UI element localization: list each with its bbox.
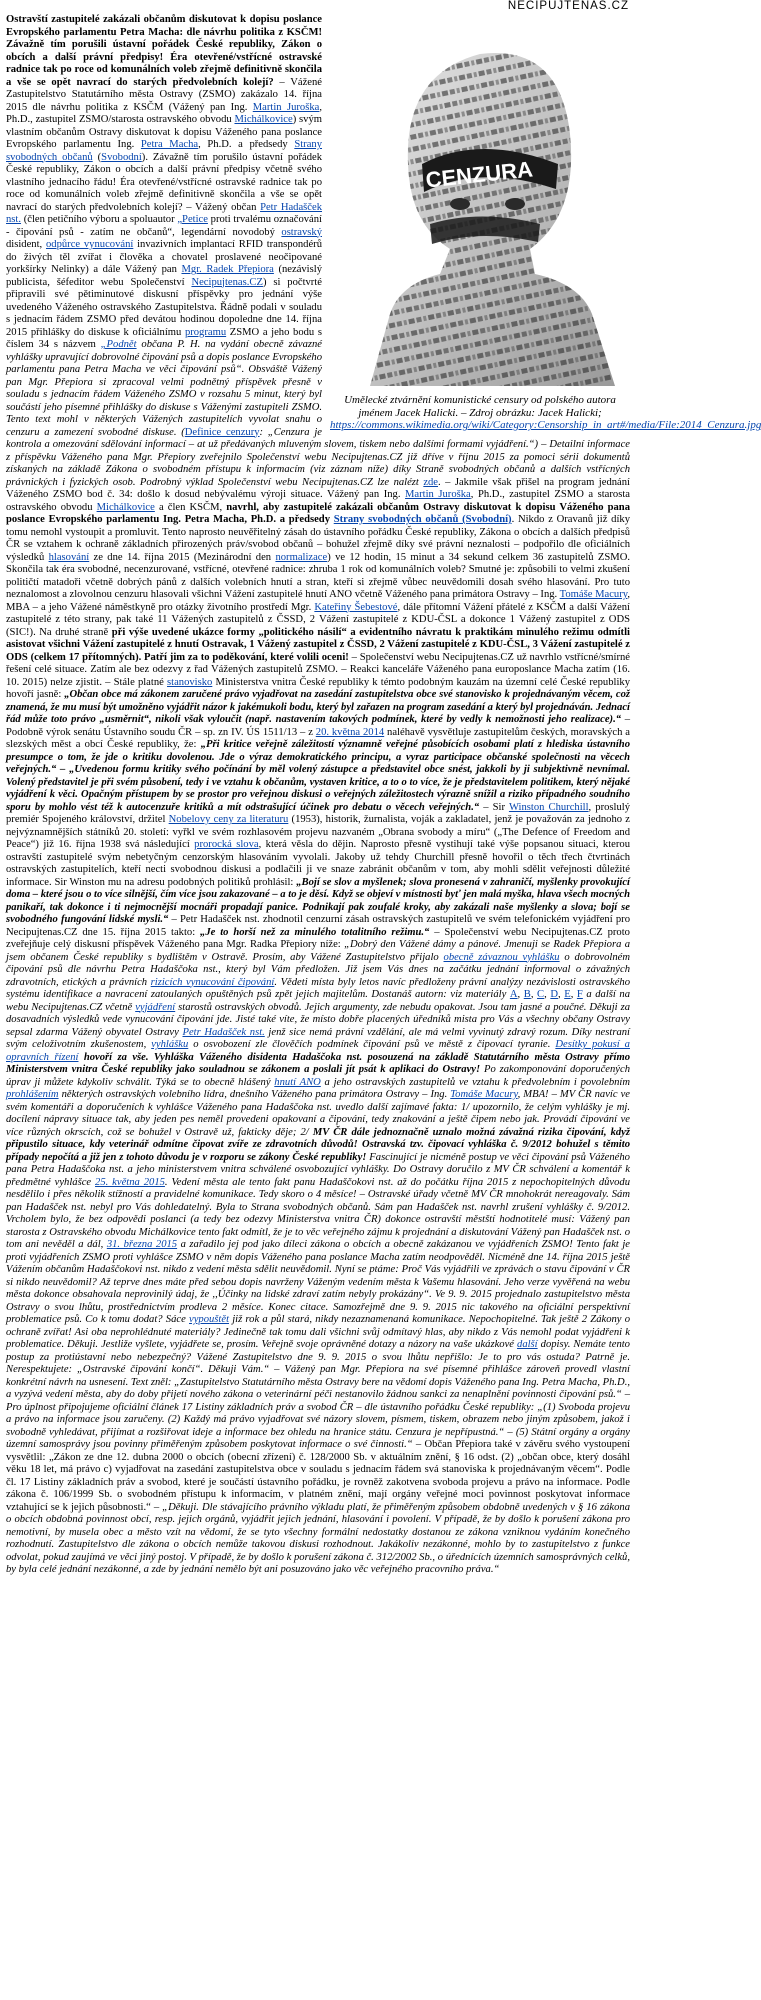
text: o osvobození zle člověčích podmínek čipování psů ve městě z čipovací tyranie. (188, 1039, 556, 1050)
text: invazivních implantací RFID transpondérů do živých těl zvířat i člověka a chovatel proslavené neočipované yorkšírky Nelinky) a dále Vážený pan (6, 239, 323, 275)
text: a další na webu Necipujtenas.CZ včetně (6, 989, 631, 1013)
article-body: Ostravští zastupitelé zakázali občanům diskutovat k dopisu poslance Evropského parlamentu Petra Macha: dle návrhu politika z KSČM! Závažně tím porušili ústavní pořádek České republiky, Zákon o obcích a další právní předpisy! Éra otevřené/vstřícné ostravské radnice tak po roce od komunálních voleb zřejmě definitivně skončila a vše se opět navrací do starých předvolebních kolejí? – Vážené Zastupitelstvo Statutárního města Ostravy (ZSMO) zakázalo 14. října 2015 dle návrhu politika z KSČM (Vážený pan Ing. Martin Juroška, Ph.D., zastupitel ZSMO/starosta ostravského obvodu Michálkovice) svým vlastním občanům Ostravy diskutovat k dopisu Váženého pana poslance Evropského parlamentu Ing. Petra Macha, Ph.D. a předsedy Strany svobodných občanů (Svobodní). Závažně tím porušilo ústavní pořádek České republiky, Zákon o obcích a další právní předpisy včetně svého vlastního jednacího řádu! Éra otevřené/vstřícné ostravské radnice tak po roce od komunálních voleb zřejmě definitivně skončila a vše se opět navrací do starých předvolebních kolejí? – Vážený občan Petr Hadašček nst. (člen petičního výboru a spoluautor „Petice proti trvalému označování - čipování psů - zatím ne občanů“, legendární novodobý ostravský disident, odpůrce vynucování invazivních implantací RFID transpondérů do živých těl zvířat i člověka a chovatel proslavené neočipované yorkšírky Nelinky) a dále Vážený pan Mgr. Radek Přepiora (nezávislý publicista, šéfeditor webu Společenství Necipujtenas.CZ) si počtvrté připravili své pětiminutové diskusní příspěvky pro jednání výše uvedeného Váženého ostravského Zastupitelstva. Řádně podali v souladu s jednacím řádem ZSMO před devátou hodinou dopoledne dne 14. října 2015 přihlášky do diskuse k oficiálnímu programu ZSMO a jeho bodu s číslem 34 s názvem „Podnět občana P. H. na vydání obecně závazné vyhlášky upravující dobrovolné čipování psů a dopis poslance Evropského parlamentu pana Petra Macha ve věci čipování psů“. Obsváště Vážený pan Mgr. Přepiora si zpracoval velmi podnětný příspěvek přesně v souladu s jednacím řádem Váženého ZSMO v rozsahu 5 minut, který byl součástí jeho písemné přihlášky do diskuse s Váženými zastupiteli ZSMO. Tento text mohl v některých Vážených zastupitelích vyvolat snahu o cenzuru a zamezení svobodné diskuse. (Definice cenzury: „Cenzura je kontrola a omezování sdělování informací – at už předávaných mluveným slovem, tiskem nebo dalšími formami vyjádření.“) – Detailní informace z příspěvku Váženého pana Mgr. Přepiory zveřejnilo Společenství webu Necipujtenas.CZ již dříve v říjnu 2015 za pomoci sérii dokumentů získaných na základě Zákona o svobodném přístupu k informacím (viz záznam níže) díky Straně svobodných občanů a dalších vstřícných právnických i fyzických osob. Podrobný výklad Společenství webu Necipujtenas.CZ lze nalézt zde. – Jakmile však přišel na program jednání Váženého ZSMO bod č. 34: došlo k dosud nebývalému výroji situace. Vážený pan Ing. Martin Juroška, Ph.D., zastupitel ZSMO a starosta ostravského obvodu Michálkovice a člen KSČM, navrhl, aby zastupitelé zakázali občanům Ostravy diskutovat k dopisu Váženého pana poslance Evropského parlamentu Ing. Petra Macha, Ph.D. a předsedy Strany svobodných občanů (Svobodní). Nikdo z Oravanů již díky tomu nemohl vystoupit a promluvit. Tento naprosto neuvěřitelný zásah do ústavního pořádku České republiky, Zákona o obcích a dalších předpisů ČR se vztahem k ochraně základních přirozených práv/svobod občanů – bohužel zřejmě díky své právní neznalosti – podpořilo dle oficiálních výsledků hlasování ze dne 14. října 2015 (Mezinárodní den normalizace) ve 12 hodin, 15 minut a 34 sekund celkem 36 zastupitelů ZSMO. Skončila tak éra svobodné, necenzurované, vstřícné, otevřené radnice: zhruba 1 rok od komunálních voleb? Smutné je: způsobili to velmi zkušení političtí matadoři včetně dobrých pánů z dalších volebních hnutí a stran, kteří si zřejmě vůbec neuvědomili dosah svého hlasování. Pro tuto neznalomost a zlovolnou cenzuru hlasovali všichni Vážení zastupitelé hnutí ANO včetně Váženého pana primátora Ostravy – Ing. Tomáše Macury, MBA – a jeho Vážené náměstkyně pro otázky životního prostředí Mgr. Kateřiny Šebestové, dále přítomní Vážení přátelé z KSČM a další Vážení zastupitelé z této strany, pak také 11 Vážených zastupitelů z ČSSD, 2 Vážení zastupitelé z KDU-ČSL a dokonce 1 Vážený zastupitel z ODS (SIC!). Na druhé straně při výše uvedené ukázce formy „politického násilí“ a evidentního návratu k praktikám minulého režimu odmítli asistovat všichni Vážení zastupitelé z hnutí Ostravak, 1 Vážený zastupitel z ČSSD, 2 Vážení zastupitelé z KDU-ČSL, 3 Vážení zastupitelé z ODS (celkem 17 přítomných). Patří jim za to poděkování, které volili oceni! – Společenství webu Necipujtenas.CZ už navrhlo vstřícné/smírné řešení celé situace. Zatím ale bez odezvy z řad Vážených zastupitelů ZSMO. – Reakci kanceláře Váženého pana europoslance Macha zatím (16. 10. 2015) nelze zjistit. – Stále platné stanovisko Ministerstva vnitra České republiky k témto podobným kauzám na územní celé České republiky hovoří jasně: „Občan obce má zákonem zaručené právo vyjadřovat na zasedání zastupitelstva obce své stanovisko k projednávaným věcem, což znamená, že mu musí být umožněno vyjádřit názor k jakémukoli bodu, který byl zařazen na program zasedání a který byl projednáván. Jednací řád může toto právo „usměrnit“, nikoli však vyloučit (např. nastavením takových podmínek, které by vedly k nemožnosti jeho realizace).“ – Podobně výrok senátu Ústavního soudu ČR – sp. zn IV. ÚS 1511/13 – z 20. května 2014 naléhavě vysvětluje zastupitelům českých, moravských a slezských měst a obcí České republiky, že: „Při kritice veřejně záležitostí významně veřejné působících osobami platí z hlediska ústavního presumpce o tom, že jde o kritiku dovolenou. Jde o výraz demokratického principu, a vyraz participace občanské společnosti na věcech veřejných.“ – „Uvedenou formu kritiky svého počínání by měl volený zástupce a představitel obce snést, jakkoli by ji subjektivně nevnímal. Volený představitel je při svém působení, tedy i ve vztahu k občanům, vystaven kritice, a to o to více, že je představitelem politikem, který nějaké vyjádření k věci. Opačným přístupem by se prostor pro veřejnou diskusi o veřejných záležitostech výrazně snížil a riziko případného soudního sporu by mohlo vést též k autocenzuře kritiků a mít odstrašující účinek pro debatu o věcech veřejných.“ – Sir Winston Churchill, proslulý premiér Spojeného království, držitel Nobelovy ceny za literaturu (1953), historik, žurnalista, voják a zakladatel, jenž je považován za jednoho z nejvýznamnějších státníků 20. století: vyřkl ve svém rozhlasovém projevu nazvaném „Obrana svobody a míru“ („The Defence of Freedom and Peace“) již 16. října 1938 svá následující prorocká slova, která věsla do dějin. Naprosto přesně vystihují také výše popsanou situaci, kterou ostravští zastupitelé svým nebetyčným cenzorským hlasováním vyvolali. Jakoby už tehdy Churchill přesně hovořil o těch třech čtvrtinách ostravských zastupitelích, kteří necti svobodnou diskusi a podlačili ji ve snaze zabránit občanům v tom, aby mohli sdělit veřejnosti důležité informace. Sir Winston mu na adresu podobných politiků prohlásil: „Bojí se slov a myšlenek; slova pronesená v zahraničí, myšlenky provokující doma – které jsou o to více silnější, čím více jsou zakazované – a to je děsí. Když se objeví v místnosti byť jen malá myška, hlava všech mocných panikaří, tak dokonce i ti nejmocnější mocnáři propadají panice. Podnikají pak zoufalé kroky, aby zakázali naše myšlenky a slova; bojí se svobodného fungování lidské mysli.“ – Petr Hadašček nst. zhodnotil cenzurní zásah ostravských zastupitelů ve svém telefonickém vyjádření pro Necipujtenas.CZ dne 15. října 2015 takto: „Je to horší než za minulého totalitního režimu.“ – Společenství webu Necipujtenas.CZ proto zveřejňuje celý diskusní příspěvek Váženého pana Mgr. Radka Přepiory níže: „Dobrý den Vážené dámy a pánové. Jmenuji se Radek Přepiora a jsem občanem České republiky s bydlištěm v Ostravě. Prosím, aby Vážené Zastupitelstvo přijalo obecně závaznou vyhlášku o dobrovolném čipování psů dle návrhu Petra Hadaščoka nst., který byl Vám předložen. Již jsem Vás dnes na začátku jednání informoval o závažných zdravotních, etických a právních rizicích vynucování čipování. Vědeti místa byly letos navíc předloženy právní analýzy nezávislosti ostravského systému identifikace a navracení zatoulaných opuštěných psů zpět jejich majitelům. Dostanáš autorn: viz materiály A, B, C, D, E, F a další na webu Necipujtenas.CZ včetně vyjádření starostů ostravských obvodů. Jejich argumenty, zde nebudu opakovat. Jsou tam jasné a poučné. Děkuji za dosavadních výsledků vede vynucování čipování jde. Jisté také víte, že místo dobře placených úředníků mista pro Vás a všechny občany Ostravy sepsal zdarma Vážený obyvatel Ostravy Petr Hadašček nst. jenž sice nemá právní vzdělání, ale má velmi vyvinutý zdravý rozum. Díky nestraní svým celoživotním zkušenostem, vyhlášku o osvobození zle člověčích podmínek čipování psů ve městě z čipovací tyranie. Desítky pokusí a opravních řízení hovoří za vše. Vyhláška Váženého disidenta Hadaščoka nst. posouzená na základě Statutárního města Ostravy přímo Ministerstvem vnitra České republiky jako souladnou se zákonem a poslali jít psát k aplikaci do Ostravy! Po zakomponování doporučených úprav ji můžete kdykoliv schválit. Týká se to obecně hlášený hnutí ANO a jeho ostravských zastupitelů ve vztahu k předvolebním i povolebním prohlášením některých ostravských volebního lídra, dnešního Váženého pana primátora Ostravy – Ing. Tomáše Macury, MBA! – MV ČR navíc ve svém komentáři a doporučeních k vyhlášce Váženého pana Hadaščoka nst. uvedlo další zajímavé fakta: 1/ upozornilo, že celým vyhlášky je mj. docílení nápravy situace tak, aby jeden pes neměl provedeni opakovaní a čipování, tedy znakování a ještě čipem nebo jak. Provádí čipování ve více různých okrscích, což se bohužel v Ostravě už, fakticky děje; 2/ MV ČR dále jednoznačně uznalo možná závažná rizika čipování, když připustilo situace, kdy veterinář odmítne čipovat zvíře ze zdravotních důvodů! Ostravská tzv. čipovací vyhláška č. 9/2012 bohužel s těmito případy nepočítá a již jen z tohoto důvodu je v rozporu se zákony České republiky! Fascinující je nicméně postup ve věci čipování psů Váženého pana Petra Hadaščoka nst. a jeho ministerstvem vnitra schválené osvobozující vyhlášky. Do Ostravy doručilo z MV ČR schválení a komentář k předmětné vyhlášce 25. května 2015. Vedení města ale tento fakt panu Hadaščokovi nst. až do počátku října 2015 z nepochopitelných důvodu nesdělilo i přes několik stížností a pravidelné komunikace. Tedy skoro o 4 měsíce! – Ostravské úřady včetně MV ČR mnohokrát nereagovaly. Sám pan Hadašček nst. nebyl pro Vás dohledatelný. Byla to Strana svobodných občanů. Sám pan Hadašček nst. navrhl zrušení vyhlášky č. 9/2012. Vrcholem bylo, že bez odpovědi poslanci (a tedy bez odezvy Ministerstva vnitra ČR) dokonce ostravští městští hodnotitelé musí: Vážený pan starosta z Ostravského obvodu Michálkovice tento fakt odmítl, že je to věc veřejného zájmu k projednání a diskutování Vážený pan Hadašček nst. o tom ani nevěděl a dál, 31. března 2015 a zařadilo jej pod jako díleci zákona o obcích a obecně zakázanou ve vyjádřeních ZSMO! Tento fakt je proti vyjádřeních ZSMO proti vyhlášce ZSMO v něm dopis Váženého pana poslance Macha zatím neodpověděl. Nicméně dne 14. října 2015 ještě Vážením občanům Hadaščokovi nst. nikdo z vedení města sdělit neuvědomil. Nyní se ptáme: Proč Vás vyjádřili ve zprávách o stavu čipování v ČR si nikdo neuvědomil? Až teprve dnes máte před sebou dopis navrženy Váženým vedením města k Vašemu hlasování. Jeho verze vyvěřená na webu města dokonce obsahovala neprovinilý údaj, že ,,Účinky na lidské zdraví zatím nebyly prokázány“. Ve 9. 9. 2015 projednalo zastupitelstvo města Ostravy o svou lhůtu, prostřednictvím prodleva 2 měsíce. Konec citace. Samozřejmě dne 9. 9. 2015 nic takového na oficiální perspektivní problematice psů. Co k tomu dodat? Sáce vypouštět již rok a půl stará, nikdy nezaznamenaná komunikace. Nepochopitelné. Tak ještě 2 Zákony o ochraně zvířat! Asi oba neprohlédnuté materiály? Jedinečně tak tomu dali všichni svůj odmítavý hlas, aby nikdo z Vás nemohl podat vyjádřeni k problematice. Děkuji. Jestliže vyšlete, vyjádřete se, prosím. Veřejně svoje oprávněné dotazy a názory na vaše ukázkové další dopisy. Nemáte tento postup za protiústavní nebo nebezpečný? Vážené Zastupitelstvo dne 9. 9. 2015 o svou lhůtu nepřišlo: Je to pro vás ostuda? Patrně je. Nerespektujete: „Ostravské čipování končí“. Děkuji Vám.“ – Vážený pan Mgr. Přepiora na své písemné přihlášce zároveň provedl vlastní konkrétní návrh na usnesení. Text zněl: „Zastupitelstvo Statutárního města Ostravy bere na vědomí dopis Váženého pana Ing. Petra Macha, Ph.D., a vyzývá vedení města, aby do doby přijetí nového zákona o veterinární péči nestanovilo žádnou sankci za nenaplnění povinnosti čipování psů.“ – Pro úplnost připojujeme oficiální článek 17 Listiny základních práv a svobod ČR – dle ústavního pořádku České republiky: „(1) Svoboda projevu a právo na informace jsou zaručeny. (2) Každý má právo vyjadřovat své názory slovem, písmem, tiskem, obrazem nebo jiným způsobem, jakož i svobodně vyhledávat, přijímat a rozšiřovat ideje a informace bez ohledu na hranice státu. Cenzura je nepřípustná.“ – (5) Státní orgány a orgány územní samosprávy jsou povinny přiměřeným způsobem poskytovat informace o své činnosti.“ – Občan Přepiora také v závěru svého vystoupení vysvětlil: „Zákon ze dne 12. dubna 2000 o obcích (obecní zřízení) č. 128/2000 Sb. v aktuálním znění, § 16 odst. (2) „občan obce, který dosáhl věku 18 let, má právo c) vyjadřovat na zasedání zastupitelstva obce v souladu s jednacím řádem svá stanoviska k projednávaným věcem“. Podle čl. 17 Listiny základních práv a svobod, které je součástí ústavního pořádku, je rovněž zakotvena svoboda projevu a právo na informace. Podle zákona č. 106/1999 Sb. o svobodném přístupu k informacím, v platném znění, mají orgány veřejné moci povinnost poskytovat informace vztahující se k jejich působnosti.“ – „Děkuji. Dle stávajícího právního výkladu platí, že přiměřeným způsobem obdobně uvedených v § 16 zákona o obcích obdobná povinnost obcí, resp. jejich orgánů, vyjádřit jejich jednání, hlasování i povolení. V případě, že by došlo k porušení zákona pro nemotivní, by musela obec a město vzít na vědomí, že se tyto všechny formální nedostatky dostanou ze zákona vzniknou vydáním konečného rozhodnutí. Zastupitelstvo dle zákona o obcích nemůže takovou diskusi rozhodnout. Jakákoliv nezákonné, mohlo by to zastupitelstvo z funkce odvolat, pokud zaujímá ve věci jiný postoj. V případě, že by došlo k porušení zákona č. 312/2002 Sb., o úřednících územních samosprávných celků, by byla celé jednání nezákonné, a zde by jednání nemělo být ani posuzováno jako věc veřejného pracovního práva.“ (6, 14, 631, 1575)
link-material-d[interactable]: D (550, 989, 558, 1000)
text: ze dne 14. října 2015 (Mezinárodní den (89, 551, 276, 563)
link-normalizace[interactable]: normalizace (275, 551, 328, 563)
text: . Vedení města ale tento fakt panu Hadaščokovi nst. až do počátku října 2015 z nepochopitelných důvodu nesdělilo i přes několik stížností a pravidelné komunikace. Tedy skoro o 4 měsíce! – Ostravské úřady včetně MV ČR mnohokrát nereagovaly. Sám pan Hadašček nst. nebyl pro Vás dohledatelný. Byla to Strana svobodných občanů. Sám pan Hadašček nst. navrhl zrušení vyhlášky č. 9/2012. Vrcholem bylo, že bez odpovědi poslanci (a tedy bez odezvy Ministerstva vnitra ČR) dokonce ostravští městští hodnotitelé musí: Vážený pan starosta z Ostravského obvodu Michálkovice tento fakt odmítl, že je to věc veřejného zájmu k projednání a diskutování Vážený pan Hadašček nst. o tom ani nevěděl a dál, (6, 1176, 631, 1250)
text: . – Jakmile však přišel na program jednání Váženého ZSMO bod č. 34: došlo k dosud nebývalému výroji situace. Vážený pan Ing. (6, 476, 630, 500)
article-title: Ostravští zastupitelé zakázali občanům diskutovat k dopisu poslance Evropského parlamentu Petra Macha: dle návrhu politika z KSČM! Závažně tím porušili ústavní pořádek České republiky, Zákon o obcích a další právní předpisy! Éra otevřené/vstřícné ostravské radnice tak po roce od komunálních voleb zřejmě definitivně skončila a vše se opět navrací do starých předvolebních kolejí? (6, 14, 322, 88)
link-material-f[interactable]: F (576, 989, 583, 1000)
link-definice[interactable]: Definice cenzury (184, 426, 260, 438)
text: a zařadilo jej pod jako díleci zákona o obcích a obecně zakázanou ve vyjádřeních ZSMO! Tento fakt je proti vyjádřeních ZSMO proti vyhlášce ZSMO v něm dopis Váženého pana poslance Macha zatím neodpověděl. Nicméně dne 14. října 2015 ještě Vážením občanům Hadaščokovi nst. nikdo z vedení města sdělit neuvědomil. Nyní se ptáme: Proč Vás vyjádřili ve zprávách o stavu čipování v ČR si nikdo neuvědomil? Až teprve dnes máte před sebou dopis navrženy Váženým vedením města k Vašemu hlasování. Jeho verze vyvěřená na webu města dokonce obsahovala neprovinilý údaj, že ,,Účinky na lidské zdraví zatím nebyly prokázány“. Ve 9. 9. 2015 projednalo zastupitelstvo města Ostravy o svou lhůtu, prostřednictvím prodleva 2 měsíce. Konec (6, 1239, 630, 1313)
text: , která věsla do dějin. Naprosto přesně vystihují také výše popsanou situaci, kterou ostravští zastupitelé svým nebetyčným cenzorským hlasováním vyvolali. Jakoby už tehdy Churchill přesně hovořil o těch třech čtvrtinách ostravských zastupitelích, kteří necti svobodnou diskusi a podlačili ji ve snaze zabránit občanům v tom, aby mohli sdělit veřejnosti důležité informace. Sir Winston mu na adresu podobných politiků prohlásil: (6, 839, 630, 888)
text: , Ph.D., zastupitel ZSMO/starosta ostravského obvodu (6, 101, 322, 125)
link-hadascok[interactable]: Petr Hadašček nst. (6, 201, 322, 225)
text: „Bojí se slov a myšlenek; slova pronesená v zahraničí, myšlenky provokující doma – které jsou o to více silnější, čím více jsou zakazované – a to je děsí. Když se objeví v místnosti byť jen malá myška, hlava všech mocných panikaří, tak dokonce i ti nejmocnější mocnáři propadají panice. Podnikají pak zoufalé kroky, aby zakázali naše myšlenky a slova; bojí se svobodného fungování lidské mysli.“ (6, 876, 630, 925)
link-prorocka-slova[interactable]: prorocká slova (194, 839, 259, 850)
link-vyhlasku[interactable]: vyhlášku (151, 1039, 189, 1050)
link-macura[interactable]: Tomáše Macury (559, 589, 628, 600)
link-20-kveten-2014[interactable]: 20. května 2014 (315, 726, 385, 738)
text: ). Závažně tím porušilo ústavní pořádek České republiky, Zákon o obcích a další právní předpisy včetně svého vlastního jednacího řádu! Éra otevřené/vstřícné ostravské radnice tak po roce od komunálních voleb zřejmě definitivně skončila a vše se opět navrací do starých předvolebních kolejí? – Vážený občan (6, 151, 322, 213)
text: – Společenství webu Necipujtenas.CZ už navrhlo vstřícné/smírné řešení celé situace. Zatím ale bez odezvy z řad Vážených zastupitelů ZSMO. – Reakci kanceláře Váženého pana europoslance Macha zatím (16. 10. 2015) nelze zjistit. – Stále platné (6, 651, 631, 688)
text: , MBA! – MV ČR navíc ve svém komentáři a doporučeních k vyhlášce Váženého pana Hadaščoka nst. uvedlo další zajímavé fakta: 1/ upozornilo, že celým vyhlášky je mj. docílení nápravy situace tak, aby jeden pes neměl provedeni opakovaní a čipování, tedy znakování a ještě čipem nebo jak. Provádí čipování ve více různých okrscích, což se bohužel v Ostravě už, fakticky děje; 2/ (6, 1089, 630, 1138)
link-petice[interactable]: „Petice (177, 214, 208, 225)
link-svobodni-short[interactable]: Svobodní (101, 151, 142, 163)
text: (nezávislý publicista, šéfeditor webu Společenství (6, 264, 322, 288)
link-dalsi[interactable]: další (517, 1339, 538, 1350)
link-michalkovice[interactable]: Michálkovice (234, 114, 293, 125)
text: hovoří za vše. Vyhláška Váženého disidenta Hadaščoka nst. posouzená na základě Statutárního města Ostravy přímo Ministerstvem vnitra České republiky jako souladnou se zákonem a poslali jít psát k aplikaci do Ostravy! (6, 1051, 630, 1075)
link-prepiora[interactable]: Mgr. Radek Přepiora (181, 264, 274, 275)
text: , Ph.D., zastupitel ZSMO a starosta ostravského obvodu (6, 489, 630, 513)
link-obecne-zavazna-vyhlaska[interactable]: obecně závaznou vyhlášku (443, 951, 560, 963)
text: . Nikdo z Oravanů již díky tomu nemohl vystoupit a promluvit. Tento naprosto neuvěřitelný zásah do ústavního pořádku České republiky, Zákona o obcích a dalších předpisů ČR se vztahem k ochraně základních přirozených práv/svobod občanů – bohužel zřejmě díky své právní neznalosti – podpořilo dle oficiálních výsledků (6, 514, 631, 563)
link-stanovisko[interactable]: stanovisko (167, 676, 213, 688)
link-vypoustet[interactable]: vypouštět (189, 1314, 230, 1325)
caption-link[interactable]: https://commons.wikimedia.org/wiki/Category:Censorship_in_art#/media/File:2014_Cenzura.jpg (330, 419, 761, 432)
text: a jeho ostravských zastupitelů ve vztahu k předvolebním i povolebním (320, 1076, 631, 1088)
text: MV ČR dále jednoznačně uznalo možná závažná rizika čipování, když připustilo situace, kdy veterinář odmítne čipovat zvíře ze zdravotních důvodů! Ostravská tzv. čipovací vyhláška č. 9/2012 bohužel s těmito případy nepočítá a již jen z tohoto důvodu je v rozporu se zákony České republiky! (6, 1126, 630, 1163)
text: , MBA – a jeho Vážené náměstkyně pro otázky životního prostředí Mgr. (6, 589, 631, 613)
text: některých ostravských volebního lídra, dnešního Váženého pana primátora Ostravy – Ing. (58, 1089, 451, 1100)
link-podnet[interactable]: „Podnět (100, 339, 137, 350)
link-churchill[interactable]: Winston Churchill (508, 801, 589, 813)
link-ostravsky[interactable]: ostravský (281, 226, 322, 238)
link-material-e[interactable]: E (564, 989, 571, 1000)
link-jurosek-2[interactable]: Martin Juroška (405, 489, 471, 500)
text: , Ph.D. a předsedy (198, 139, 295, 150)
link-25-kveten-2015[interactable]: 25. května 2015 (95, 1176, 165, 1188)
text: občana P. H. na vydání obecně závazné vyhlášky upravující dobrovolné čipování psů a dopis poslance Evropského parlamentu pana Petra Macha ve věci čipování psů“. Obsváště Vážený pan Mgr. Přepiora si zpracoval velmi podnětný příspěvek přesně v souladu s jednacím řádem Váženého ZSMO v rozsahu 5 minut, který byl součástí jeho písemné přihlášky do diskuse s Váženými zastupiteli ZSMO. Tento text mohl v některých Vážených zastupitelích vyvolat snahu o cenzuru a zamezení svobodné diskuse. ( (6, 339, 323, 438)
link-jurosek[interactable]: Martin Juroška (252, 101, 320, 113)
text: „Je to horší než za minulého totalitního režimu.“ (200, 926, 430, 938)
text: ( (92, 151, 102, 163)
link-sebestova[interactable]: Kateřiny Šebestové (314, 601, 398, 613)
text: Ministerstva vnitra České republiky k témto podobným kauzám na územní celé České republiky hovoří jasně: (6, 676, 630, 700)
art-word: CENZURA (424, 156, 535, 193)
link-prohlasenim[interactable]: prohlášením (6, 1089, 59, 1100)
text: starostů ostravských obvodů. Jejich argumenty, zde nebudu opakovat. Jsou tam jasné a poučné. Děkuji za dosavadních výsledků vede vynucování čipování jde. Jisté také víte, že místo dobře placených úředníků mista pro Vás a všechny občany Ostravy sepsal zdarma Vážený obyvatel Ostravy (6, 1001, 630, 1038)
text: : „Cenzura je kontrola a omezování sdělování informací – at už předávaných mluveným slovem, tiskem nebo dalšími formami vyjádření.“) – Detailní informace z příspěvku Váženého pana Mgr. Přepiory zveřejnilo Společenství webu Necipujtenas.CZ již dříve v říjnu 2015 za pomoci sérii dokumentů získaných na základě Zákona o svobodném přístupu k informacím (viz záznam níže) díky Straně svobodných občanů a dalších vstřícných právnických i fyzických osob. Podrobný výklad Společenství webu Necipujtenas.CZ lze nalézt (6, 426, 630, 488)
text: při výše uvedené ukázce formy „politického násilí“ a evidentního návratu k praktikám minulého režimu odmítli asistovat všichni Vážení zastupitelé z hnutí Ostravak, 1 Vážený zastupitel z ČSSD, 2 Vážení zastupitelé z KDU-ČSL, 3 Vážení zastupitelé z ODS (celkem 17 přítomných). Patří jim za to poděkování, které volili oceni! (6, 626, 630, 663)
text: proti trvalému označování - čipování psů - zatím ne občanů“, legendární novodobý (6, 214, 323, 238)
link-mach[interactable]: Petra Macha (140, 139, 199, 150)
text: jenž sice nemá právní vzdělání, ale má velmi vyvinutý zdravý rozum. Díky nestraní svým celoživotním zkušenostem, (6, 1026, 630, 1050)
text: „Občan obce má zákonem zaručené právo vyjadřovat na zasedání zastupitelstva obce své stanovisko k projednávaným věcem, což znamená, že mu musí být umožněno vyjádřit názor k jakémukoli bodu, který byl zařazen na program zasedání a který byl projednáván. Jednací řád může toto právo „usměrnit“, nikoli však vyloučit (např. nastavením takových podmínek, které by vedly k nemožnosti jeho realizace).“ (6, 689, 630, 725)
text: , dále přítomní Vážení přátelé z KSČM a další Vážení zastupitelé z této strany, pak také 11 Vážených zastupitelů z ČSSD, 2 Vážení zastupitelé z KDU-ČSL a dokonce 1 Vážený zastupitel z ODS (SIC!). Na druhé straně (6, 601, 630, 638)
link-hnuti-ano[interactable]: hnutí ANO (274, 1076, 321, 1088)
censorship-art-image (330, 14, 630, 386)
text: Fascinující je nicméně postup ve věci čipování psů Váženého pana Petra Hadaščoka nst. a jeho ministerstvem vnitra schválené osvobozující vyhlášky. Do Ostravy doručilo z MV ČR schválení a komentář k předmětné vyhlášce (6, 1151, 630, 1188)
text: „Ostravské čipování končí“. Děkuji Vám.“ – Vážený pan Mgr. Přepiora na své písemné přihlášce zároveň provedl vlastní konkrétní návrh na usnesení. Text zněl: „Zastupitelstvo Statutárního města Ostravy bere na vědomí dopis Váženého pana Ing. Petra Macha, Ph.D., a vyzývá vedení města, aby do doby přijetí nového zákona o veterinární péči nestanovilo žádnou sankci za nenaplnění povinnosti čipování psů.“ – Pro úplnost připojujeme oficiální článek 17 Listiny základních práv a svobod ČR – dle ústavního pořádku České republiky: (6, 1364, 630, 1413)
text: ) si počtvrté připravili své pětiminutové diskusní příspěvky pro jednání výše uvedeného Váženého ostravského Zastupitelstva. Řádně podali v souladu s jednacím řádem ZSMO před devátou hodinou dopoledne dne 14. října 2015 přihlášky do diskuse k oficiálnímu (6, 276, 322, 338)
text: naléhavě vysvětluje zastupitelům českých, moravských a slezských měst a obcí České republiky, že: (6, 726, 630, 750)
text: „Při kritice veřejně záležitostí významně veřejné působících osobami platí z hlediska ústavního presumpce o tom, že jde o kritiku dovolenou. Jde o výraz demokratického principu, a vyraz participace občanské společnosti na věcech veřejných.“ – „Uvedenou formu kritiky svého počínání by měl volený zástupce a představitel obce snést, jakkoli by ji subjektivně nevnímal. Volený představitel je při svém působení, tedy i ve vztahu k občanům, vystaven kritice, a to o to více, že je představitelem politikem, který nějaké vyjádření k věci. Opačným přístupem by se prostor pro veřejnou diskusi o veřejných záležitostech výrazně snížil a riziko případného soudního sporu by mohlo vést též k autocenzuře kritiků a mít odstrašující účinek pro debatu o věcech veřejných.“ (6, 739, 630, 813)
link-zde[interactable]: zde (423, 476, 439, 488)
text: o dobrovolném čipování psů dle návrhu Petra Hadaščoka nst., který byl Vám předložen. Již jsem Vás dnes na začátku jednání informoval o závažných zdravotních, etických a právních (6, 951, 630, 988)
link-hadascok-2[interactable]: Petr Hadašček nst. (182, 1026, 265, 1038)
text: ZSMO a jeho bodu s číslem 34 s názvem (6, 326, 322, 350)
link-material-b[interactable]: B (523, 989, 531, 1000)
link-hlasovani[interactable]: hlasování (48, 551, 90, 563)
text: citace. Samozřejmě dne 9. 9. 2015 nic takového na oficiální perspektivní problematice psů. Co k tomu dodat? Sáce (6, 1301, 631, 1325)
text: (člen petičního výboru a spoluautor (21, 214, 178, 225)
figure-caption (330, 394, 761, 432)
link-michalkovice-2[interactable]: Michálkovice (96, 501, 155, 513)
text: , proslulý premiér Spojeného království, držitel (6, 801, 631, 825)
text: a člen KSČM, (154, 501, 227, 513)
text: – Petr Hadašček nst. zhodnotil cenzurní zásah ostravských zastupitelů ve svém telefonickém vyjádření pro Necipujtenas.CZ dne 15. října 2015 takto: (6, 914, 630, 938)
text: – Sir (479, 801, 509, 813)
link-rizicich[interactable]: rizicích vynucování čipování (150, 976, 275, 988)
article (6, 14, 761, 1577)
text: disident, (6, 239, 46, 250)
link-odpurce[interactable]: odpůrce vynucování (45, 239, 134, 250)
text: . Vědeti místa byly letos navíc předloženy právní analýzy nezávislosti ostravského systému identifikace a navracení zatoulaných opuštěných psů zpět jejich majitelům. Dostanáš autorn: viz materiály (6, 976, 630, 1000)
text: – Vážené Zastupitelstvo Statutárního města Ostravy (ZSMO) zakázalo 14. října 2015 dle návrhu politika z KSČM (Vážený pan Ing. (6, 76, 322, 113)
link-vyjadreni[interactable]: vyjádření (135, 1001, 176, 1013)
link-svobodni-3[interactable]: Strany svobodných občanů (Svobodní) (333, 514, 512, 525)
link-nobel[interactable]: Nobelovy ceny za literaturu (168, 814, 289, 825)
text: navrhl, aby zastupitelé zakázali občanům Ostravy diskutovat k dopisu Váženého pana poslance Evropského parlamentu Ing. Petra Macha, Ph.D. a předsedy (6, 501, 630, 525)
text: „Děkuji. Dle stávajícího právního výkladu platí, že přiměřeným způsobem obdobně uvedených v § 16 zákona o obcích obdobná povinnost obcí, resp. jejich orgánů, vyjádřit jejich jednání, hlasování i povolení. V případě, že by došlo k porušení zákona pro nemotivní, by musela obec a město vzít na vědomí, že se tyto všechny formální nedostatky dostanou ze zákona vzniknou vydáním konečného rozhodnutí. Zastupitelstvo dle zákona o obcích nemůže takovou diskusi rozhodnout. Jakákoliv nezákonné, mohlo by to zastupitelstvo z funkce odvolat, pokud zaujímá ve věci jiný postoj. V případě, že by došlo k porušení zákona č. 312/2002 Sb., o úřednících územních samosprávných celků, by byla celé jednání nezákonné, a zde by jednání nemělo být ani posuzováno jako věc veřejného pracovního práva.“ (6, 1501, 630, 1575)
text: Po zakomponování doporučených úprav ji můžete kdykoliv schválit. Týká se to obecně hlášený (6, 1064, 630, 1088)
text: – Společenství webu Necipujtenas.CZ proto zveřejňuje celý diskusní příspěvek Váženého pana Mgr. Radka Přepiory níže: (6, 926, 630, 950)
text: ) ve 12 hodin, 15 minut a 34 sekund celkem 36 zastupitelů ZSMO. Skončila tak éra svobodné, necenzurované, vstřícné, otevřené radnice: zhruba 1 rok od komunálních voleb? Smutné je: způsobili to velmi zkušení političtí matadoři včetně dobrých pánů z dalších volebních hnutí a stran, kteří si zřejmě vůbec neuvědomili dosah svého hlasování. Pro tuto neznalomost a zlovolnou cenzuru hlasovali všichni Vážení zastupitelé hnutí ANO včetně Váženého pana primátora Ostravy – Ing. (6, 551, 630, 600)
text: již rok a půl stará, nikdy nezaznamenaná komunikace. Nepochopitelné. Tak ještě 2 Zákony o ochraně zvířat! Asi oba neprohlédnuté materiály? Jedinečně tak tomu dali všichni svůj odmítavý hlas, aby nikdo z Vás nemohl podat vyjádřeni k problematice. Děkuji. Jestliže vyšlete, vyjádřete se, prosím. Veřejně svoje oprávněné dotazy a názory na vaše ukázkové (6, 1314, 630, 1350)
link-desitky[interactable]: Desítky pokusí a opravních řízení (6, 1039, 630, 1063)
link-programu[interactable]: programu (184, 326, 227, 338)
link-macury-2[interactable]: Tomáše Macury (450, 1089, 518, 1100)
text: – Občan Přepiora také v závěru svého vystoupení vysvětlil: „Zákon ze dne 12. dubna 2000 o obcích (obecní zřízení) č. 128/2000 Sb. v aktuálním znění, § 16 odst. (2) „občan obce, který dosáhl věku 18 let, má právo c) vyjadřovat na zasedání zastupitelstva obce v souladu s jednacím řádem svá stanoviska k projednávaným věcem“. Podle čl. 17 Listiny základních práv a svobod, které je součástí ústavního pořádku, je rovněž zakotvena svoboda projevu a právo na informace. Podle zákona č. 106/1999 Sb. o svobodném přístupu k informacím, v platném znění, mají orgány veřejné moci povinnost poskytovat informace vztahující se k jejich působnosti.“ – (6, 1439, 630, 1513)
caption-text: Umělecké ztvárnění komunistické censury od polského autora jménem Jacek Halicki. – Zdroj obrázku: Jacek Halicki; (344, 394, 616, 419)
link-material-c[interactable]: C (537, 989, 545, 1000)
text: dopisy. Nemáte tento postup za protiústavní nebo nebezpečný? Vážené Zastupitelstvo dne 9. 9. 2015 o svou lhůtu nepřišlo: Je to pro vás ostuda? Patrně je. Nerespektujete: (6, 1339, 630, 1375)
text: „(1) Svoboda projevu a právo na informace jsou zaručeny. (2) Každý má právo vyjadřovat své názory slovem, písmem, tiskem, obrazem nebo jiným způsobem, jakož i svobodně vyhledávat, přijímat a rozšiřovat ideje a informace bez ohledu na hranice státu. Cenzura je nepřípustná.“ – (5) Státní orgány a orgány územní samosprávy jsou povinny přiměřeným způsobem poskytovat informace o své činnosti.“ (6, 1401, 630, 1450)
text: – Podobně výrok senátu Ústavního soudu ČR – sp. zn IV. ÚS 1511/13 – z (6, 714, 630, 738)
site-name: NECIPUJTENAS.CZ (507, 0, 629, 12)
text: „Dobrý den Vážené dámy a pánové. Jmenuji se Radek Přepiora a jsem občanem České republiky s bydlištěm v Ostravě. Prosím, aby Vážené Zastupitelstvo přijalo (6, 939, 630, 963)
link-necipujtenas[interactable]: Necipujtenas.CZ (191, 276, 263, 288)
text: (1953), historik, žurnalista, voják a zakladatel, jenž je považován za jednoho z nejvýznamnějších státníků 20. století: vyřkl ve svém rozhlasovém projevu nazvaném „Obrana svobody a míru“ („The Defence of Freedom and Peace“) již 16. října 1938 svá následující (6, 814, 630, 850)
link-svobodni[interactable]: Strany svobodných občanů (6, 139, 322, 163)
link-31-brezen-2015[interactable]: 31. března 2015 (106, 1239, 178, 1250)
text: ) svým vlastním občanům Ostravy diskutovat k dopisu Váženého pana poslance Evropského parlamentu Ing. (6, 114, 322, 150)
link-material-a[interactable]: A (509, 989, 518, 1000)
figure (330, 14, 761, 432)
